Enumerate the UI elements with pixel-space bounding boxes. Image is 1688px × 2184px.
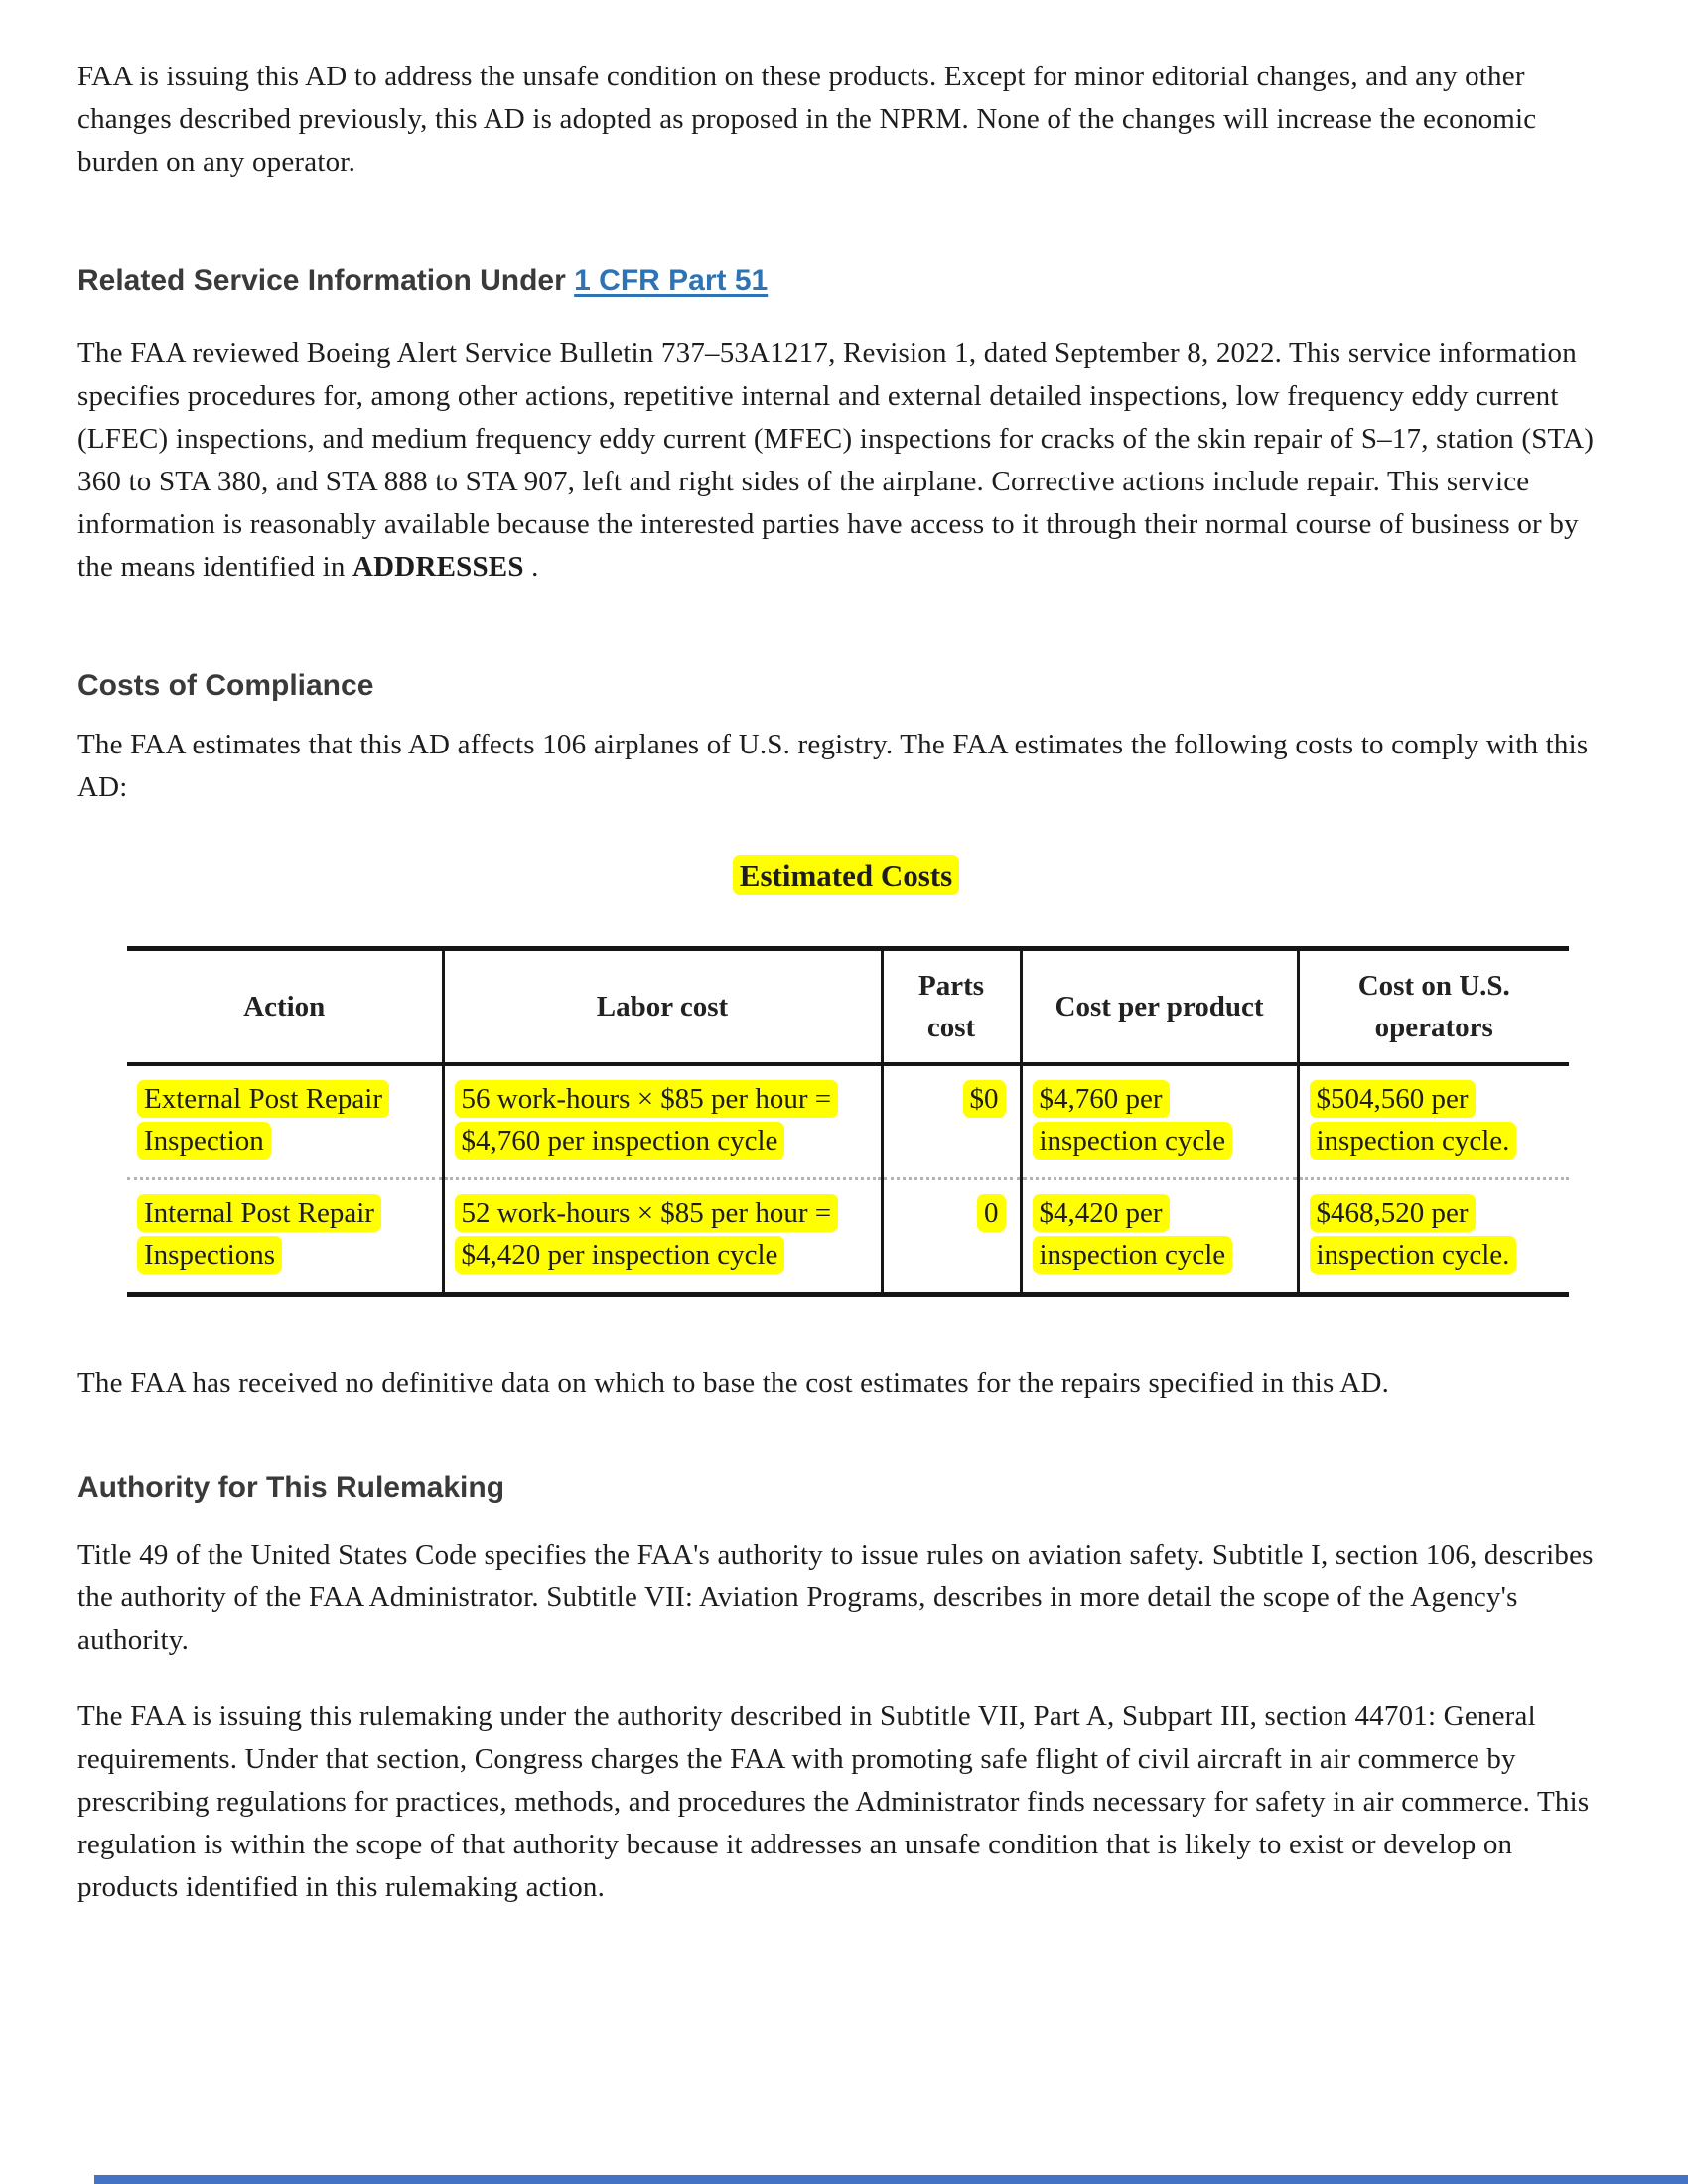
cell-action [127,1064,443,1179]
cell-action [127,1179,443,1295]
cell-cost-on-us-operators [1298,1179,1569,1295]
header-cost-per-product: Cost per product [1021,949,1298,1065]
header-labor-cost: Labor cost [443,949,882,1065]
table-header-row [127,949,1569,1065]
page-bottom-bar [94,2175,1688,2184]
related-service-body: The FAA reviewed Boeing Alert Service Bulletin 737–53A1217, Revision 1, dated September 8, 2022. This service information specifies procedures for, among other actions, repetitive internal and external detailed inspections, low frequency eddy current (LFEC) inspections, and medium frequency eddy current (MFEC) inspections for cracks of the skin repair of S–17, station (STA) 360 to STA 380, and STA 888 to STA 907, left and right sides of the airplane. Corrective actions include repair. This service information is reasonably available because the interested parties have access to it through their normal course of business or by the means identified in [77,338,1595,583]
table-row [127,1064,1569,1179]
highlighted-text: 52 work-hours × $85 per hour = $4,420 per inspection cycle [455,1194,839,1274]
highlighted-text: External Post Repair Inspection [137,1080,389,1160]
cell-labor-cost [443,1064,882,1179]
highlighted-text: 56 work-hours × $85 per hour = $4,760 per inspection cycle [455,1080,839,1160]
table-row [127,1179,1569,1295]
addresses-reference: ADDRESSES [352,551,524,583]
highlighted-text: $4,760 per inspection cycle [1033,1080,1233,1160]
estimated-costs-title-text: Estimated Costs [733,855,959,895]
cell-cost-on-us-operators [1298,1064,1569,1179]
highlighted-text: $468,520 per inspection cycle. [1310,1194,1517,1274]
cell-cost-per-product [1021,1179,1298,1295]
intro-paragraph: FAA is issuing this AD to address the unsafe condition on these products. Except for minor editorial changes, and any other changes described previously, this AD is adopted as proposed in the NPRM. None of the changes will increase the economic burden on any operator. [77,61,1537,178]
related-service-paragraph [77,333,1615,589]
header-action: Action [127,949,443,1065]
cell-cost-per-product [1021,1064,1298,1179]
header-cost-on-us-operators: Cost on U.S. operators [1298,949,1569,1065]
highlighted-text: $4,420 per inspection cycle [1033,1194,1233,1274]
highlighted-text: $0 [963,1080,1006,1118]
estimated-costs-title [77,855,1615,896]
cell-parts-cost [882,1179,1021,1295]
related-service-heading-text: Related Service Information Under [77,264,575,297]
estimated-costs-table [127,946,1569,1297]
cell-labor-cost [443,1179,882,1295]
authority-heading: Authority for This Rulemaking [77,1471,505,1504]
highlighted-text: Internal Post Repair Inspections [137,1194,381,1274]
header-parts-cost: Parts cost [882,949,1021,1065]
costs-of-compliance-heading: Costs of Compliance [77,669,374,702]
highlighted-text: 0 [977,1194,1006,1232]
authority-paragraph-1: Title 49 of the United States Code specifies the FAA's authority to issue rules on aviation safety. Subtitle I, section 106, describes the authority of the FAA Administrator. Subtitle VII: Aviation Programs, describes in more detail the scope of the Agency's authority. [77,1539,1594,1656]
cell-parts-cost [882,1064,1021,1179]
highlighted-text: $504,560 per inspection cycle. [1310,1080,1517,1160]
no-definitive-data-paragraph: The FAA has received no definitive data on which to base the cost estimates for the repairs specified in this AD. [77,1367,1390,1399]
related-service-body-end: . [523,551,539,583]
authority-paragraph-2: The FAA is issuing this rulemaking under the authority described in Subtitle VII, Part A, Subpart III, section 44701: General requirements. Under that section, Congress charges the FAA with promoting safe flight of civil aircraft in air commerce by prescribing regulations for practices, methods, and procedures the Administrator finds necessary for safety in air commerce. This regulation is within the scope of that authority because it addresses an unsafe condition that is likely to exist or develop on products identified in this rulemaking action. [77,1701,1590,1903]
related-service-heading [77,263,1615,299]
cfr-part-51-link[interactable]: 1 CFR Part 51 [574,264,769,297]
costs-estimate-paragraph: The FAA estimates that this AD affects 106 airplanes of U.S. registry. The FAA estimates the following costs to comply with this AD: [77,729,1589,803]
